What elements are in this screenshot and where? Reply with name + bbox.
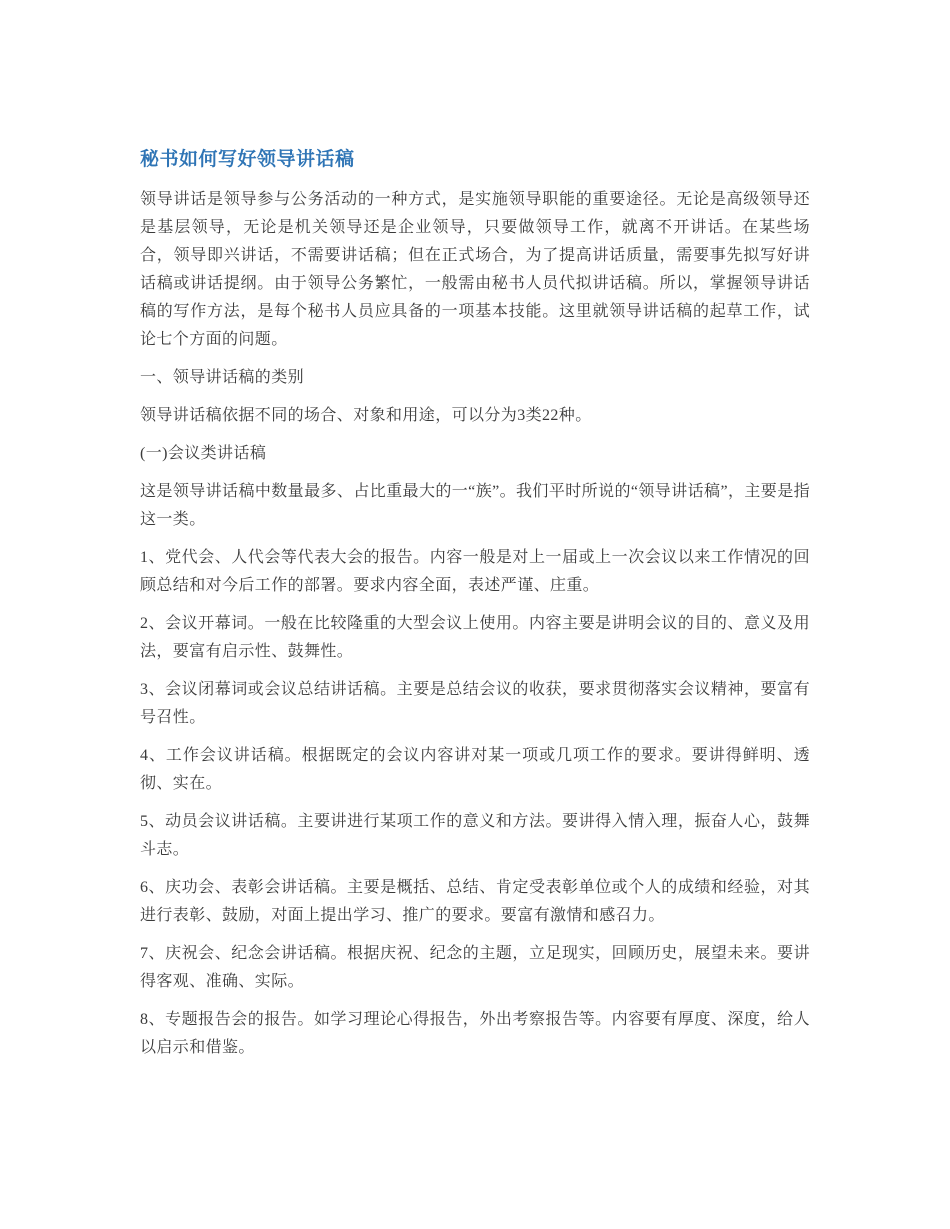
paragraph: 这是领导讲话稿中数量最多、占比重最大的一“族”。我们平时所说的“领导讲话稿”，主要是指这一类。 [140,482,810,528]
document-title: 秘书如何写好领导讲话稿 [140,149,355,170]
paragraph: 一、领导讲话稿的类别 [140,368,305,386]
paragraph: 领导讲话是领导参与公务活动的一种方式，是实施领导职能的重要途径。无论是高级领导还是基层领导，无论是机关领导还是企业领导，只要做领导工作，就离不开讲话。在某些场合，领导即兴讲话，不需要讲话稿；但在正式场合，为了提高讲话质量，需要事先拟写好讲话稿或讲话提纲。由于领导公务繁忙，一般需由秘书人员代拟讲话稿。所以，掌握领导讲话稿的写作方法，是每个秘书人员应具备的一项基本技能。这里就领导讲话稿的起草工作，试论七个方面的问题。 [140,190,810,348]
paragraph: 2、会议开幕词。一般在比较隆重的大型会议上使用。内容主要是讲明会议的目的、意义及用法，要富有启示性、鼓舞性。 [140,614,810,660]
paragraph: 8、专题报告会的报告。如学习理论心得报告，外出考察报告等。内容要有厚度、深度，给人以启示和借鉴。 [140,1010,810,1056]
paragraph: 4、工作会议讲话稿。根据既定的会议内容讲对某一项或几项工作的要求。要讲得鲜明、透彻、实在。 [140,746,810,792]
paragraph: 5、动员会议讲话稿。主要讲进行某项工作的意义和方法。要讲得入情入理，振奋人心，鼓舞斗志。 [140,812,810,858]
paragraph: 领导讲话稿依据不同的场合、对象和用途，可以分为3类22种。 [140,406,592,424]
paragraph: 3、会议闭幕词或会议总结讲话稿。主要是总结会议的收获，要求贯彻落实会议精神，要富有号召性。 [140,680,810,726]
document-body [140,186,810,1062]
paragraph: 6、庆功会、表彰会讲话稿。主要是概括、总结、肯定受表彰单位或个人的成绩和经验，对其进行表彰、鼓励，对面上提出学习、推广的要求。要富有激情和感召力。 [140,878,810,924]
paragraph: 1、党代会、人代会等代表大会的报告。内容一般是对上一届或上一次会议以来工作情况的回顾总结和对今后工作的部署。要求内容全面，表述严谨、庄重。 [140,548,810,594]
paragraph: 7、庆祝会、纪念会讲话稿。根据庆祝、纪念的主题，立足现实，回顾历史，展望未来。要讲得客观、准确、实际。 [140,944,810,990]
paragraph: (一)会议类讲话稿 [140,444,267,462]
